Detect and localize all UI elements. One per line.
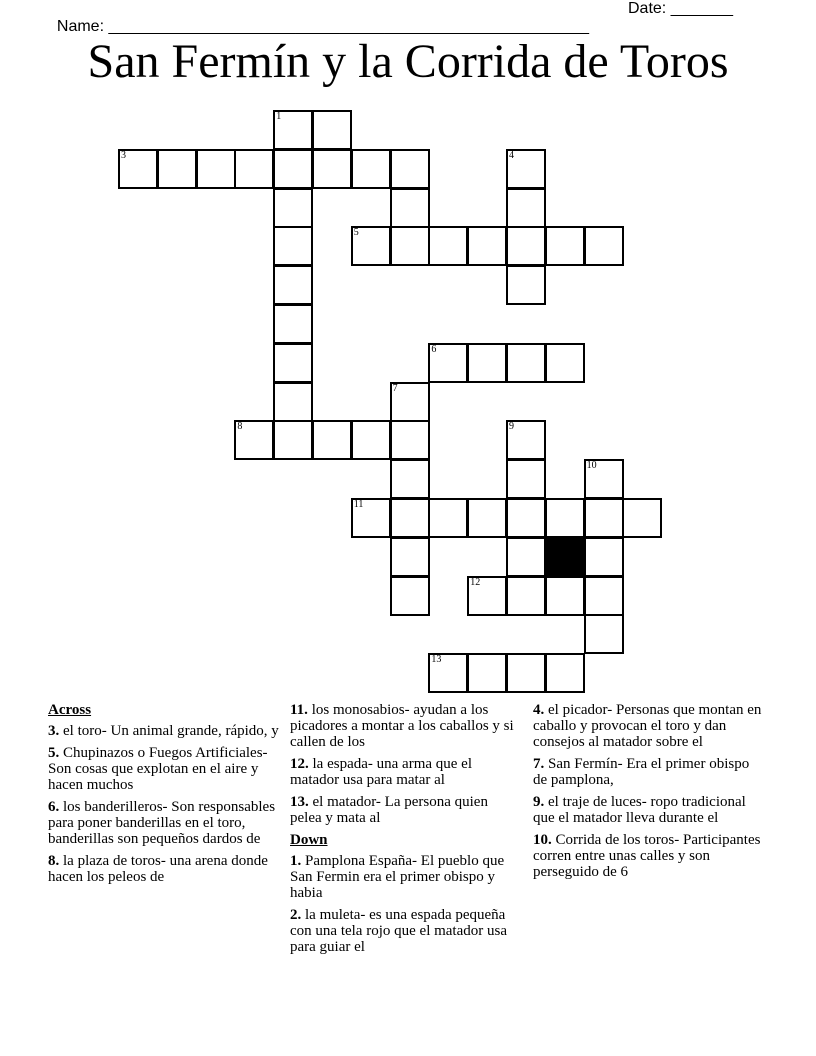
cell-number: 7 <box>392 382 398 394</box>
crossword-cell[interactable] <box>506 265 546 305</box>
clue-number: 9. <box>533 794 545 810</box>
crossword-cell[interactable] <box>196 149 236 189</box>
clue-text: el picador- Personas que montan en caballo y provocan el toro y dan consejos al matador sobre el <box>533 702 762 750</box>
clue-text: el matador- La persona quien pelea y mata al <box>290 794 488 826</box>
crossword-cell[interactable] <box>351 420 391 460</box>
crossword-cell[interactable] <box>273 420 313 460</box>
crossword-cell[interactable] <box>390 226 430 266</box>
crossword-cell[interactable] <box>234 420 274 460</box>
clues-column-1 <box>48 702 280 891</box>
clue-number: 2. <box>290 907 302 923</box>
crossword-cell[interactable] <box>312 149 352 189</box>
crossword-cell[interactable] <box>506 226 546 266</box>
clue <box>48 853 280 885</box>
crossword-cell[interactable] <box>273 110 313 150</box>
crossword-cell[interactable] <box>351 226 391 266</box>
crossword-cell[interactable] <box>467 226 507 266</box>
clue-text: Chupinazos o Fuegos Artificiales- Son cosas que explotan en el aire y hacen muchos <box>48 745 268 793</box>
crossword-cell[interactable] <box>273 188 313 228</box>
crossword-cell[interactable] <box>467 653 507 693</box>
cell-number: 3 <box>121 149 126 161</box>
cell-number: 8 <box>237 421 243 433</box>
crossword-cell[interactable] <box>312 110 352 150</box>
clue <box>48 723 280 739</box>
crossword-cell[interactable] <box>467 576 507 616</box>
crossword-cell[interactable] <box>467 498 507 538</box>
crossword-cell[interactable] <box>351 498 391 538</box>
crossword-cell[interactable] <box>118 149 158 189</box>
crossword-cell[interactable] <box>545 576 585 616</box>
crossword-cell[interactable] <box>584 459 624 499</box>
clue-text: el toro- Un animal grande, rápido, y <box>59 723 279 739</box>
crossword-cell[interactable] <box>506 188 546 228</box>
clue <box>533 832 765 880</box>
crossword-cell[interactable] <box>506 653 546 693</box>
clue <box>533 702 765 750</box>
clue-number: 5. <box>48 745 60 761</box>
crossword-cell[interactable] <box>157 149 197 189</box>
crossword-cell[interactable] <box>351 149 391 189</box>
clue-text: la espada- una arma que el matador usa para matar al <box>290 756 472 788</box>
clue-number: 1. <box>290 853 302 869</box>
clue <box>48 799 280 847</box>
clues-column-2 <box>290 702 522 961</box>
clue-number: 13. <box>290 794 309 810</box>
crossword-cell[interactable] <box>545 226 585 266</box>
crossword-cell[interactable] <box>234 149 274 189</box>
crossword-cell[interactable] <box>390 537 430 577</box>
clue <box>533 794 765 826</box>
crossword-cell[interactable] <box>506 149 546 189</box>
clue-number: 6. <box>48 799 60 815</box>
crossword-cell[interactable] <box>428 343 468 383</box>
crossword-cell[interactable] <box>273 265 313 305</box>
clue-text: la plaza de toros- una arena donde hacen los peleos de <box>48 853 268 885</box>
clue-number: 4. <box>533 702 545 718</box>
crossword-cell[interactable] <box>584 576 624 616</box>
clue-text: los monosabios- ayudan a los picadores a montar a los caballos y si callen de los <box>290 702 514 750</box>
crossword-cell[interactable] <box>584 537 624 577</box>
crossword-cell[interactable] <box>273 304 313 344</box>
crossword-cell[interactable] <box>390 459 430 499</box>
crossword-cell[interactable] <box>622 498 662 538</box>
crossword-cell[interactable] <box>545 498 585 538</box>
crossword-cell[interactable] <box>428 226 468 266</box>
clue-number: 8. <box>48 853 60 869</box>
clue-text: Corrida de los toros- Participantes corren entre unas calles y son perseguido de 6 <box>533 832 761 880</box>
cell-number: 1 <box>276 111 282 122</box>
crossword-cell[interactable] <box>273 343 313 383</box>
clue-number: 3. <box>48 723 60 739</box>
crossword-cell[interactable] <box>584 498 624 538</box>
crossword-cell[interactable] <box>467 343 507 383</box>
crossword-cell[interactable] <box>506 537 546 577</box>
crossword-cell[interactable] <box>506 420 546 460</box>
page-title: San Fermín y la Corrida de Toros <box>87 35 729 88</box>
crossword-cell[interactable] <box>390 382 430 422</box>
crossword-cell[interactable] <box>428 498 468 538</box>
clue-text: la muleta- es una espada pequeña con una tela rojo que el matador usa para guiar el <box>290 907 508 955</box>
crossword-cell[interactable] <box>390 498 430 538</box>
cell-number: 9 <box>509 421 514 433</box>
clue-text: Pamplona España- El pueblo que San Fermin era el primer obispo y habia <box>290 853 505 901</box>
clue <box>290 702 522 750</box>
clue <box>290 907 522 955</box>
clue-number: 11. <box>290 702 308 718</box>
crossword-cell[interactable] <box>390 188 430 228</box>
across-heading: Across <box>48 702 92 718</box>
date-label[interactable]: Date: _______ <box>628 0 733 17</box>
clue-text: San Fermín- Era el primer obispo de pamplona, <box>533 756 750 788</box>
cell-number: 13 <box>431 654 442 666</box>
crossword-cell[interactable] <box>584 226 624 266</box>
crossword-cell[interactable] <box>506 576 546 616</box>
crossword-cell[interactable] <box>506 498 546 538</box>
crossword-cell[interactable] <box>273 226 313 266</box>
clue-number: 7. <box>533 756 545 772</box>
crossword-cell[interactable] <box>506 459 546 499</box>
crossword-cell[interactable] <box>390 576 430 616</box>
clue-number: 10. <box>533 832 552 848</box>
blocked-cell <box>545 537 585 577</box>
crossword-cell[interactable] <box>584 614 624 654</box>
clue <box>533 756 765 788</box>
crossword-cell[interactable] <box>273 149 313 189</box>
crossword-cell[interactable] <box>390 149 430 189</box>
name-label[interactable]: Name: ______________________________________________________ <box>56 18 589 35</box>
cell-number: 5 <box>353 227 359 239</box>
crossword-cell[interactable] <box>545 343 585 383</box>
clue-number: 12. <box>290 756 309 772</box>
crossword-cell[interactable] <box>545 653 585 693</box>
clue <box>290 756 522 788</box>
crossword-cell[interactable] <box>506 343 546 383</box>
cell-number: 4 <box>509 149 514 161</box>
cell-number: 10 <box>586 460 597 472</box>
cell-number: 11 <box>353 499 364 510</box>
clue-text: el traje de luces- ropo tradicional que el matador lleva durante el <box>533 794 746 826</box>
cell-number: 12 <box>470 576 481 588</box>
cell-number: 6 <box>431 343 437 355</box>
crossword-cell[interactable] <box>273 382 313 422</box>
clue <box>290 853 522 901</box>
clue <box>290 794 522 826</box>
down-heading: Down <box>290 832 328 848</box>
crossword-cell[interactable] <box>312 420 352 460</box>
clue <box>48 745 280 793</box>
clue-text: los banderilleros- Son responsables para poner banderillas en el toro, banderillas son pequeños dardos de <box>48 799 276 847</box>
crossword-cell[interactable] <box>390 420 430 460</box>
crossword-cell[interactable] <box>428 653 468 693</box>
clues-column-3 <box>533 702 765 886</box>
